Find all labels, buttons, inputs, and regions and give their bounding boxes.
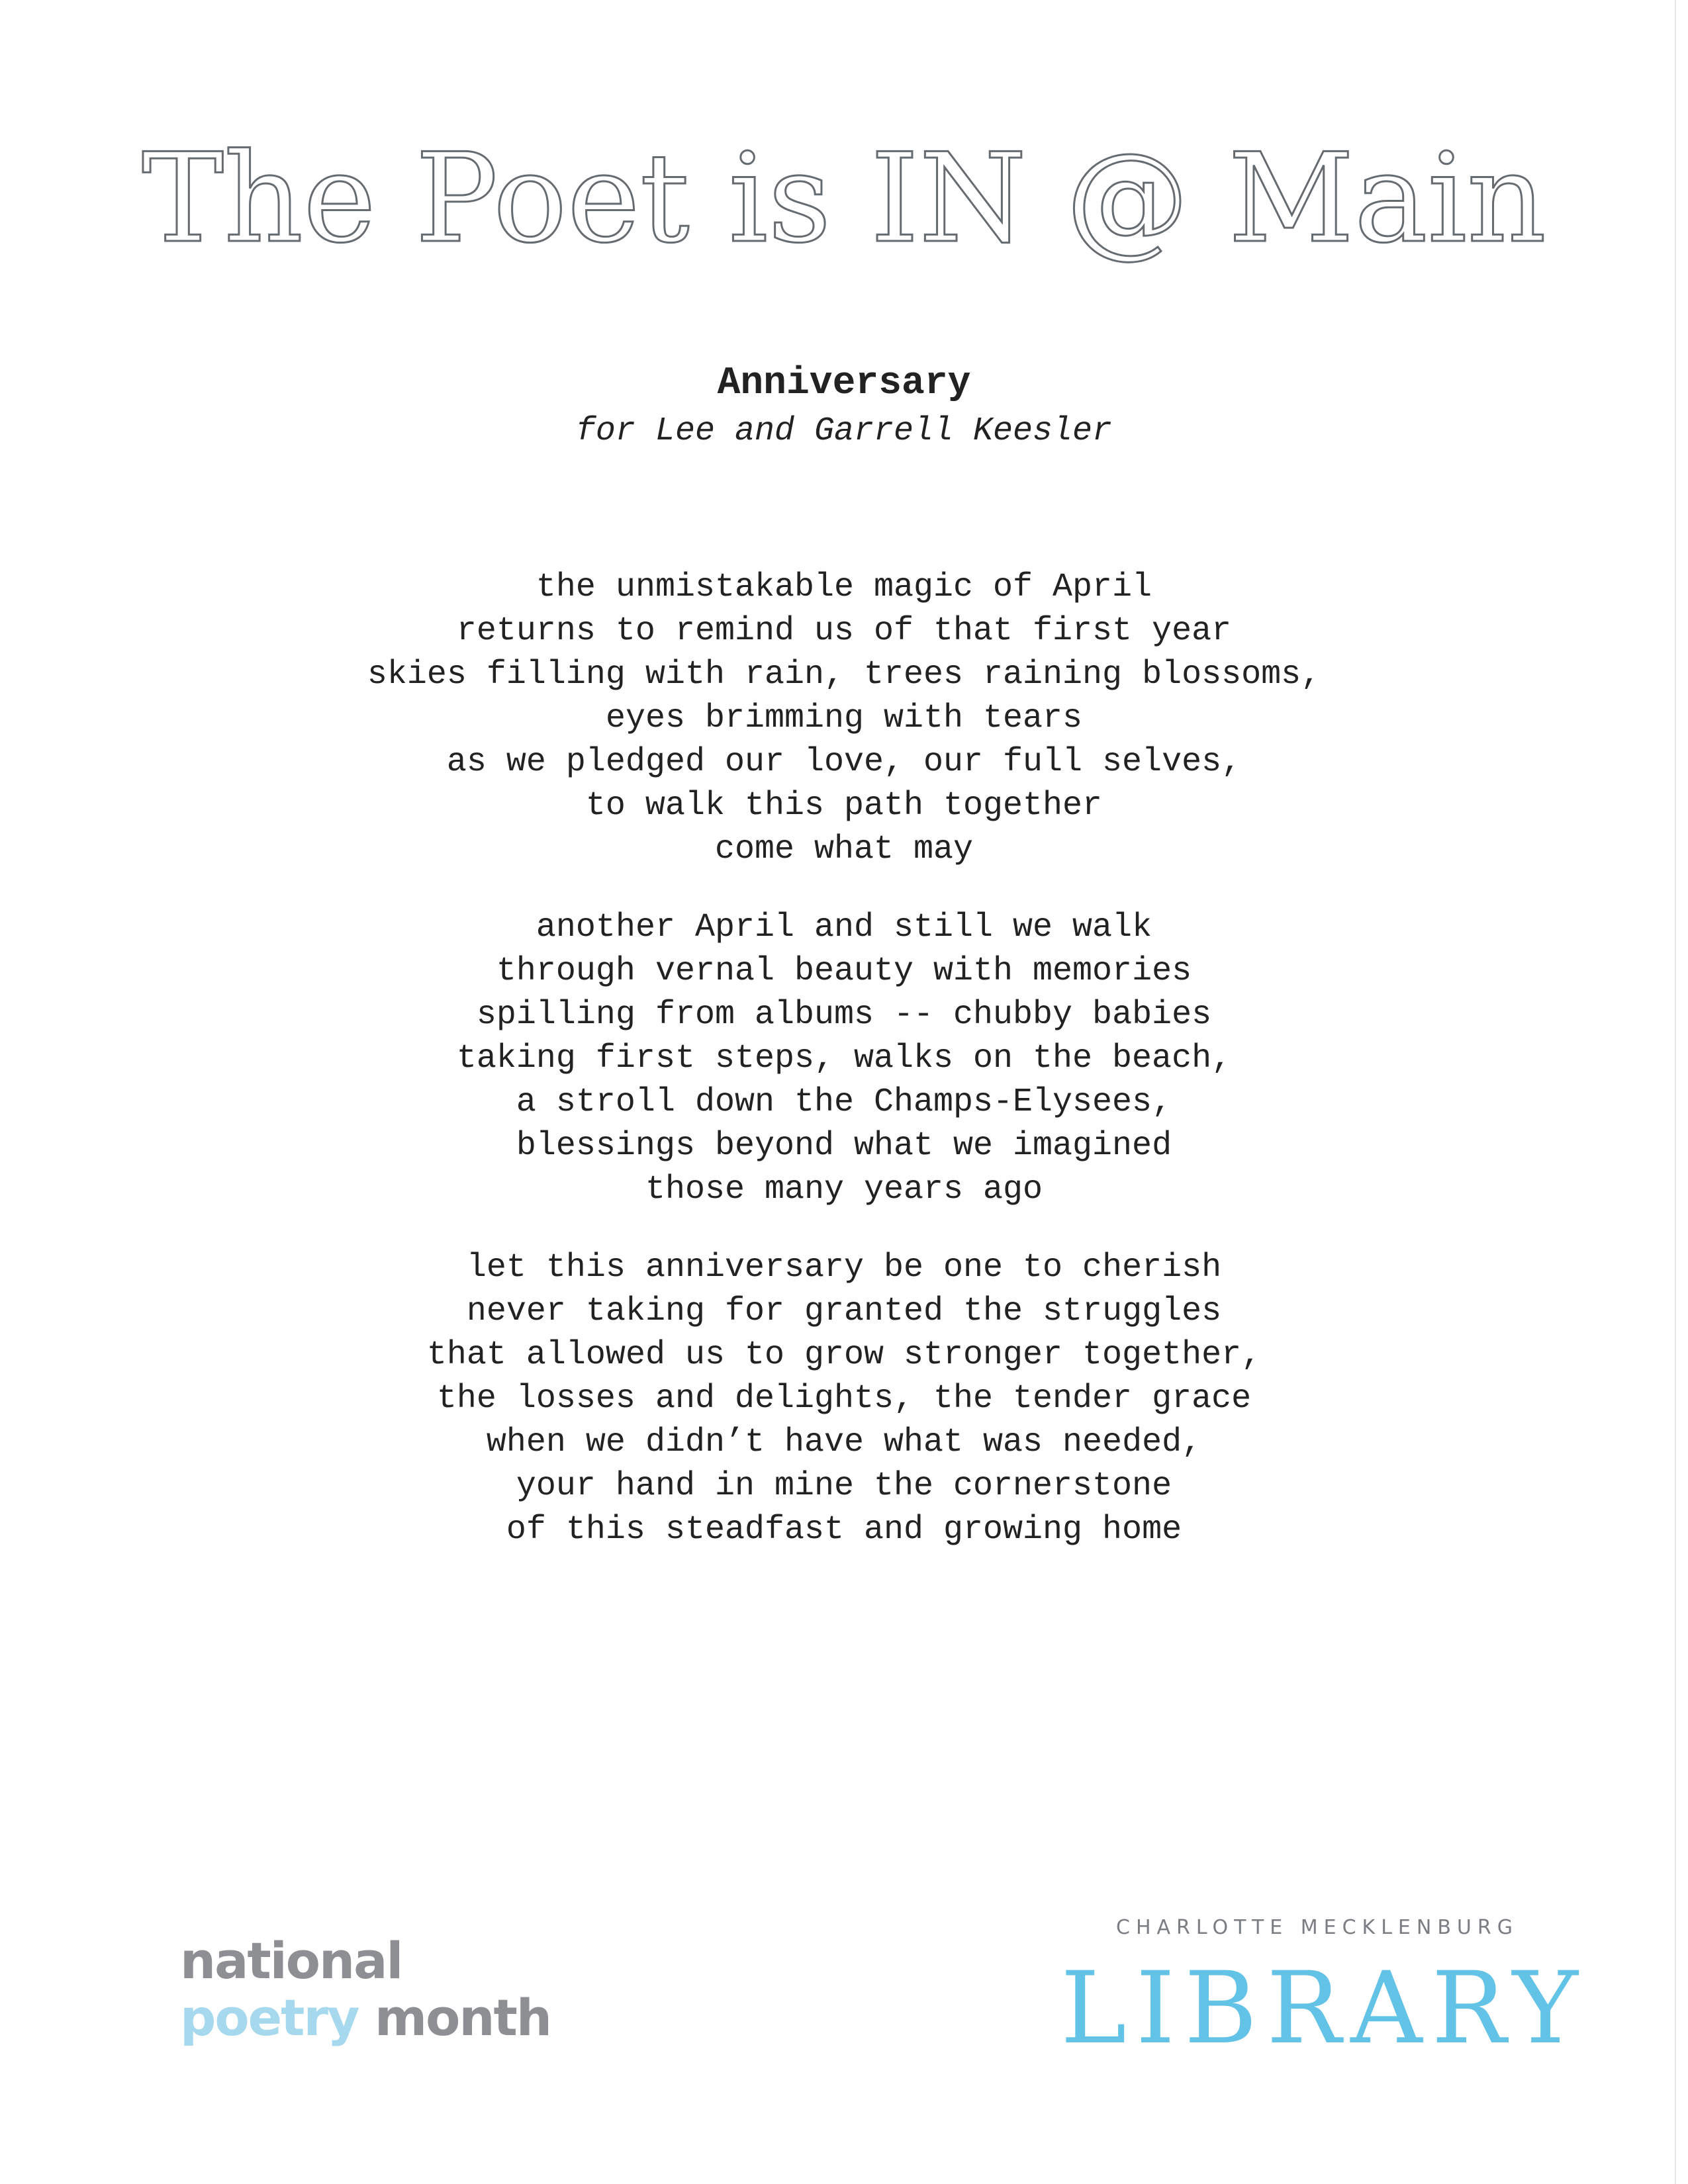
poem-line: come what may xyxy=(714,831,974,868)
poem-line: when we didn’t have what was needed, xyxy=(486,1424,1202,1461)
poem-line: through vernal beauty with memories xyxy=(496,952,1192,990)
poem-line: skies filling with rain, trees raining blossoms, xyxy=(367,656,1321,694)
poem-body xyxy=(0,566,1688,1586)
poem-line: never taking for granted the struggles xyxy=(466,1293,1222,1330)
page-header-title: The Poet is IN @ Main xyxy=(142,126,1546,270)
stanza-2 xyxy=(0,906,1688,1212)
library-logo-main-text: LIBRARY xyxy=(1060,1951,1587,2066)
poem-line: of this steadfast and growing home xyxy=(506,1511,1182,1549)
npm-logo-word-month: month xyxy=(374,1988,551,2047)
poem-line: let this anniversary be one to cherish xyxy=(466,1249,1222,1287)
poem-line: as we pledged our love, our full selves, xyxy=(446,743,1242,781)
poem-line: to walk this path together xyxy=(585,787,1103,825)
library-logo-top-text: CHARLOTTE MECKLENBURG xyxy=(1116,1916,1519,1939)
poem-line: the losses and delights, the tender grace xyxy=(436,1380,1252,1418)
npm-logo-line1: national xyxy=(180,1931,402,1990)
poem-line: eyes brimming with tears xyxy=(605,700,1083,737)
poem-title: Anniversary xyxy=(717,362,971,405)
poem-line: spilling from albums -- chubby babies xyxy=(476,996,1212,1034)
national-poetry-month-logo xyxy=(180,1933,551,2046)
stanza-1 xyxy=(0,566,1688,872)
poem-line: taking first steps, walks on the beach, xyxy=(456,1040,1232,1077)
poem-line: another April and still we walk xyxy=(536,909,1152,946)
poem-line: that allowed us to grow stronger together, xyxy=(426,1336,1262,1374)
poem-line: blessings beyond what we imagined xyxy=(516,1127,1172,1165)
poem-dedication: for Lee and Garrell Keesler xyxy=(575,412,1113,450)
poem-line: returns to remind us of that first year xyxy=(456,612,1232,650)
stanza-3 xyxy=(0,1246,1688,1552)
poem-line: your hand in mine the cornerstone xyxy=(516,1467,1172,1505)
npm-logo-word-poetry: poetry xyxy=(180,1988,359,2047)
poem-line: those many years ago xyxy=(645,1171,1043,1208)
poem-line: a stroll down the Champs-Elysees, xyxy=(516,1083,1172,1121)
poem-line: the unmistakable magic of April xyxy=(536,569,1152,606)
